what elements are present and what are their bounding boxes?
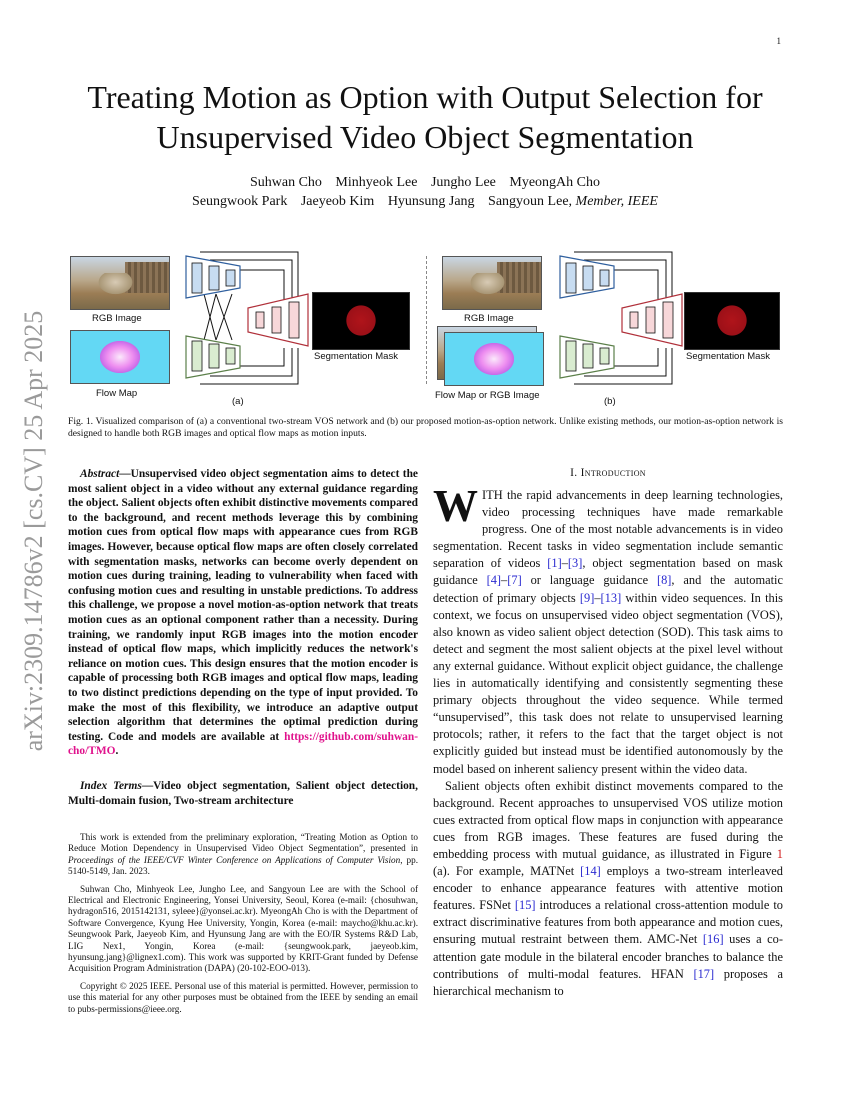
- rgb-image-b: [442, 256, 542, 310]
- segmentation-mask-label-b: Segmentation Mask: [686, 351, 770, 362]
- code-link[interactable]: https://github.com/suhwan-cho/TMO: [68, 730, 418, 758]
- figure-1: [68, 248, 788, 413]
- author: Jaeyeob Kim: [300, 194, 375, 209]
- paper-title: Treating Motion as Option with Output Selection for Unsupervised Video Object Segmentation: [87, 79, 763, 155]
- abstract: Abstract—Unsupervised video object segmentation aims to detect the most salient object in a video without any external guidance regarding the object. Salient objects often exhibit distinctive movements compared to the background, and recent methods leverage this by combining motion cues from optical flow maps with appearance cues from RGB images. However, because optical flow maps are often closely correlated with segmentation masks, networks can become overly dependent on motion cues during training, leading to vulnerability when faced with confusing motion cues and resulting in unstable predictions. To address this challenge, we propose a novel motion-as-option network that treats motion cues as an optional component rather than a necessity. During training, we randomly input RGB images into the motion encoder instead of optical flow maps, which implicitly reduces the network's reliance on motion cues. This design ensures that the motion encoder is capable of processing both RGB images and optical flow maps, leading to two distinct predictions depending on the type of input provided. To make the most of this flexibility, we introduce an adaptive output selection algorithm that determines the optimal prediction during testing. Code and models are available at https://github.com/suhwan-cho/TMO.: [68, 468, 419, 758]
- segmentation-mask-a: [312, 292, 410, 350]
- flow-map-b: [444, 332, 544, 386]
- footnote-extension: This work is extended from the preliminary exploration, “Treating Motion as Option to Reduce Motion Dependency in Unsupervised Video Object Segmentation”, presented in Proceedings of the IEEE/CVF Winter Conference on Applications of Computer Vision, pp. 5140-5149, Jan. 2023.: [68, 832, 418, 877]
- flow-map-a: [70, 330, 170, 384]
- decoder-diagram-a: [244, 290, 314, 350]
- subfigure-a-label: (a): [232, 396, 244, 407]
- rgb-image-label-b: RGB Image: [464, 313, 514, 324]
- flow-or-rgb-label-b: Flow Map or RGB Image: [435, 390, 540, 401]
- page-number: 1: [776, 36, 781, 46]
- section-title: Introduction: [580, 467, 646, 479]
- intro-paragraph-1: WITH the rapid advancements in deep learning technologies, video processing techniques have made remarkable progress. One of the most notable advancements is in video segmentation. Recent tasks in video segmentation include semantic separation of videos [1]–[3], object segmentation based on mask guidance [4]–[7] or language guidance [8], and the automatic detection of primary objects [9]–[13] within video sequences. In this context, we focus on unsupervised video object segmentation (VOS), also known as video salient object detection (SOD). This task aims to detect and segment the most salient objects at the pixel level without any external guidance. Without explicit object guidance, the challenge lies in automatically identifying and consistently segmenting these primary objects throughout the video sequence. While termed “unsupervised”, this task does not relate to unsupervised learning protocols; rather, it refers to the fact that the target object is not explicitly guided but instead must be identified autonomously by the model based on inherent saliency present within the video data.: [433, 481, 783, 776]
- flow-map-label-a: Flow Map: [96, 388, 138, 399]
- rgb-image-label-a: RGB Image: [92, 313, 142, 324]
- citation[interactable]: [17]: [693, 966, 715, 981]
- authors-line-2: [60, 192, 790, 211]
- citation[interactable]: [1]: [547, 556, 562, 571]
- author: Minhyeok Lee: [335, 175, 418, 190]
- section-heading: I. Introduction: [570, 467, 646, 479]
- author: Hyunsung Jang: [387, 194, 475, 209]
- intro-paragraph-2: Salient objects often exhibit distinct movements compared to the background. Recent approaches to unsupervised VOS utilize motion cues extracted from optical flow maps in conjunction with appearance cues from RGB images. These features are fused during the embedding process with mutual guidance, as illustrated in Figure 1 (a). For example, MATNet [14] employs a two-stream interleaved encoder to enhance appearance features with attentive motion features. FSNet [15] introduces a relational cross-attention module to extract discriminative features from both appearance and motion cues, ensuring mutual restraint between them. AMC-Net [16] uses a co-attention gate module in the bilateral encoder branches to balance the contributions of multi-modal features. HFAN [17] proposes a hierarchical mechanism to: [433, 778, 783, 998]
- author: MyeongAh Cho: [509, 175, 601, 190]
- introduction-text: [433, 481, 783, 1000]
- footnote-copyright: Copyright © 2025 IEEE. Personal use of this material is permitted. However, permission to use this material for any other purposes must be obtained from the IEEE by sending an email to pubs-permissions@ieee.org.: [68, 980, 418, 1014]
- citation[interactable]: [3]: [567, 556, 583, 571]
- segmentation-mask-label-a: Segmentation Mask: [314, 351, 398, 362]
- citation[interactable]: [13]: [600, 590, 622, 605]
- author: Jungho Lee: [430, 175, 496, 190]
- figure-reference[interactable]: 1: [776, 846, 783, 861]
- figure-divider: [426, 256, 427, 384]
- index-terms-body: —Video object segmentation, Salient object detection, Multi-domain fusion, Two-stream architecture: [68, 780, 418, 807]
- dropcap: W: [433, 481, 478, 531]
- abstract-body: —Unsupervised video object segmentation aims to detect the most salient object in a video without any external guidance regarding the object. Salient objects often exhibit distinctive movements compared to the background, and recent methods leverage this by combining motion cues from optical flow maps with appearance cues from RGB images. However, because optical flow maps are often closely correlated with segmentation masks, networks can become overly dependent on motion cues during training, leading to vulnerability when faced with confusing motion cues and resulting in unstable predictions. To address this challenge, we propose a novel motion-as-option network that treats motion cues as an optional component rather than a necessity. During training, we randomly input RGB images into the motion encoder instead of optical flow maps, which implicitly reduces the network's reliance on motion cues. This design ensures that the motion encoder is capable of processing both RGB images and optical flow maps, leading to two distinct predictions depending on the type of input provided. To make the most of this flexibility, we introduce an adaptive output selection algorithm that determines the optimal prediction during testing. Code and models are available at: [68, 468, 419, 743]
- footnotes: [68, 832, 418, 1021]
- figure-caption: Fig. 1. Visualized comparison of (a) a conventional two-stream VOS network and (b) our proposed motion-as-option network. Unlike existing methods, our motion-as-option network is designed to handle both RGB images and optical flow maps as motion inputs.: [68, 416, 783, 439]
- citation[interactable]: [4]: [486, 573, 502, 588]
- citation[interactable]: [14]: [580, 864, 601, 879]
- author: Suhwan Cho: [249, 175, 322, 190]
- index-terms-heading: Index Terms: [80, 780, 142, 792]
- decoder-diagram-b: [618, 290, 688, 350]
- index-terms: [68, 779, 418, 808]
- author: Sangyoun Lee,: [488, 194, 573, 209]
- arxiv-stamp: arXiv:2309.14786v2 [cs.CV] 25 Apr 2025: [19, 310, 48, 752]
- citation[interactable]: [15]: [514, 898, 536, 913]
- citation[interactable]: [7]: [507, 573, 522, 588]
- footnote-affiliations: Suhwan Cho, Minhyeok Lee, Jungho Lee, and Sangyoun Lee are with the School of Electrical and Electronic Engineering, Yonsei University, Seoul, Korea (e-mail: {chosuhwan, hydragon516, 2015142131, syleee}@yonsei.ac.kr). MyeongAh Cho is with the Department of Software Convergence, Kyung Hee University, Yongin, Korea (e-mail: maycho@khu.ac.kr). Seungwook Park, Jaeyeob Kim, and Hyunsung Jang are with the EO/IR Systems R&D Lab, LIG Nex1, Yongin, Korea (e-mail: {seungwook.park, jaeyeob.kim, hyunsung.jang}@lignex1.com). This work was supported by KRIT-Grant funded by Defense Acquisition Program Administration (DAPA) (20-102-EOO-013).: [68, 883, 418, 974]
- author-role: Member, IEEE: [575, 194, 658, 209]
- abstract-heading: Abstract: [80, 468, 120, 480]
- citation[interactable]: [16]: [702, 932, 724, 947]
- author: Seungwook Park: [192, 194, 288, 209]
- rgb-image-a: [70, 256, 170, 310]
- segmentation-mask-b: [684, 292, 780, 350]
- authors-line-1: [60, 173, 790, 192]
- subfigure-b-label: (b): [604, 396, 616, 407]
- citation[interactable]: [9]: [579, 590, 595, 605]
- citation[interactable]: [8]: [656, 573, 672, 588]
- author-list: [60, 173, 790, 211]
